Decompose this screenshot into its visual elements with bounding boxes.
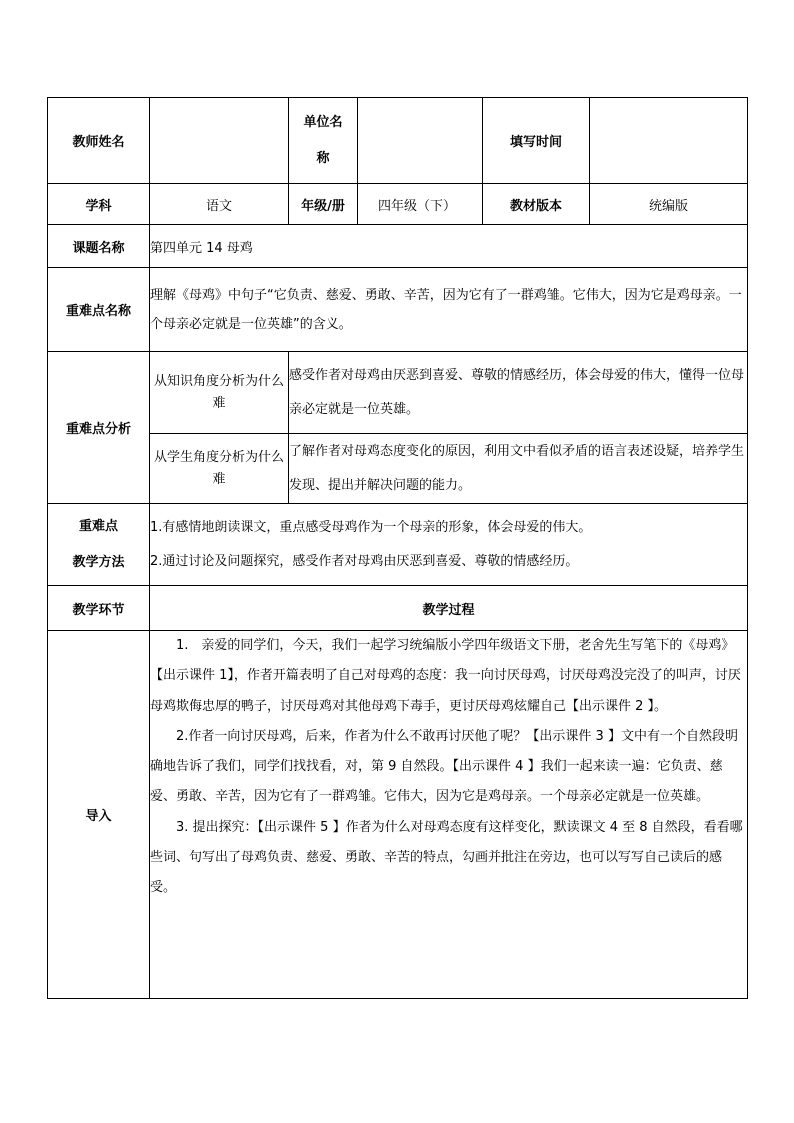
lesson-plan-table (47, 97, 748, 999)
teacher-name-value (150, 98, 289, 184)
intro-row (48, 631, 748, 999)
method-item-2: 2.通过讨论及问题探究，感受作者对母鸡由厌恶到喜爱、尊敬的情感经历。 (150, 553, 579, 569)
stage-label: 教学环节 (48, 586, 150, 631)
analysis-label: 重难点分析 (48, 352, 150, 504)
method-label-line1: 重难点 (78, 518, 118, 534)
topic-row (48, 225, 748, 268)
analysis-student-row (48, 434, 748, 504)
method-row (48, 504, 748, 586)
method-list (150, 504, 748, 586)
unit-name-label (289, 98, 358, 184)
difficulty-row (48, 268, 748, 352)
knowledge-angle-title: 从知识角度分析为什么难 (150, 352, 289, 434)
grade-label: 年级/册 (289, 184, 358, 225)
difficulty-label: 重难点名称 (48, 268, 150, 352)
unit-name-label-line2: 称 (316, 150, 330, 166)
intro-body (150, 631, 748, 999)
method-label-line2: 教学方法 (72, 554, 125, 570)
edition-label: 教材版本 (483, 184, 590, 225)
process-header-row (48, 586, 748, 631)
teacher-name-label: 教师姓名 (48, 98, 150, 184)
topic-value: 第四单元 14 母鸡 (150, 225, 748, 268)
edition-value: 统编版 (590, 184, 748, 225)
difficulty-text: 理解《母鸡》中句子“它负责、慈爱、勇敢、辛苦，因为它有了一群鸡雏。它伟大，因为它是鸡母亲。一个母亲必定就是一位英雄”的含义。 (150, 268, 748, 352)
intro-label: 导入 (48, 631, 150, 999)
grade-value: 四年级（下） (358, 184, 483, 225)
method-item-1: 1.有感情地朗读课文，重点感受母鸡作为一个母亲的形象，体会母爱的伟大。 (150, 519, 592, 535)
intro-paragraph-2: 2.作者一向讨厌母鸡，后来，作者为什么不敢再讨厌他了呢？【出示课件 3 】文中有一个自然段明确地告诉了我们，同学们找找看，对，第 9 自然段。【出示课件 4 】我们一起来读一遍：它负责、慈爱、勇敢、辛苦，因为它有了一群鸡雏。它伟大，因为它是鸡母亲。一个母亲必定就是一位英雄。 (150, 728, 738, 805)
unit-name-value (358, 98, 483, 184)
unit-name-label-line1: 单位名 (303, 114, 343, 130)
header-row (48, 98, 748, 184)
subject-row (48, 184, 748, 225)
method-label (48, 504, 150, 586)
intro-paragraph-1: 1. 亲爱的同学们，今天，我们一起学习统编版小学四年级语文下册，老舍先生写笔下的《母鸡》【出示课件 1】，作者开篇表明了自己对母鸡的态度：我一向讨厌母鸡，讨厌母鸡没完没了的叫声，讨厌母鸡欺侮忠厚的鸭子，讨厌母鸡对其他母鸡下毒手，更讨厌母鸡炫耀自己【出示课件 2 】。 (150, 638, 741, 714)
fill-date-label: 填写时间 (483, 98, 590, 184)
topic-label: 课题名称 (48, 225, 150, 268)
subject-label: 学科 (48, 184, 150, 225)
process-title: 教学过程 (150, 586, 748, 631)
fill-date-value (590, 98, 748, 184)
student-angle-title: 从学生角度分析为什么难 (150, 434, 289, 504)
subject-value: 语文 (150, 184, 289, 225)
intro-paragraph-3: 3. 提出探究：【出示课件 5 】作者为什么对母鸡态度有这样变化，默读课文 4 至 8 自然段，看看哪些词、句写出了母鸡负责、慈爱、勇敢、辛苦的特点，勾画并批注在旁边，也可以写写自己读后的感受。 (150, 819, 743, 896)
analysis-knowledge-row (48, 352, 748, 434)
student-angle-text: 了解作者对母鸡态度变化的原因，利用文中看似矛盾的语言表述设疑，培养学生发现、提出并解决问题的能力。 (289, 434, 748, 504)
knowledge-angle-text: 感受作者对母鸡由厌恶到喜爱、尊敬的情感经历，体会母爱的伟大，懂得一位母亲必定就是一位英雄。 (289, 352, 748, 434)
